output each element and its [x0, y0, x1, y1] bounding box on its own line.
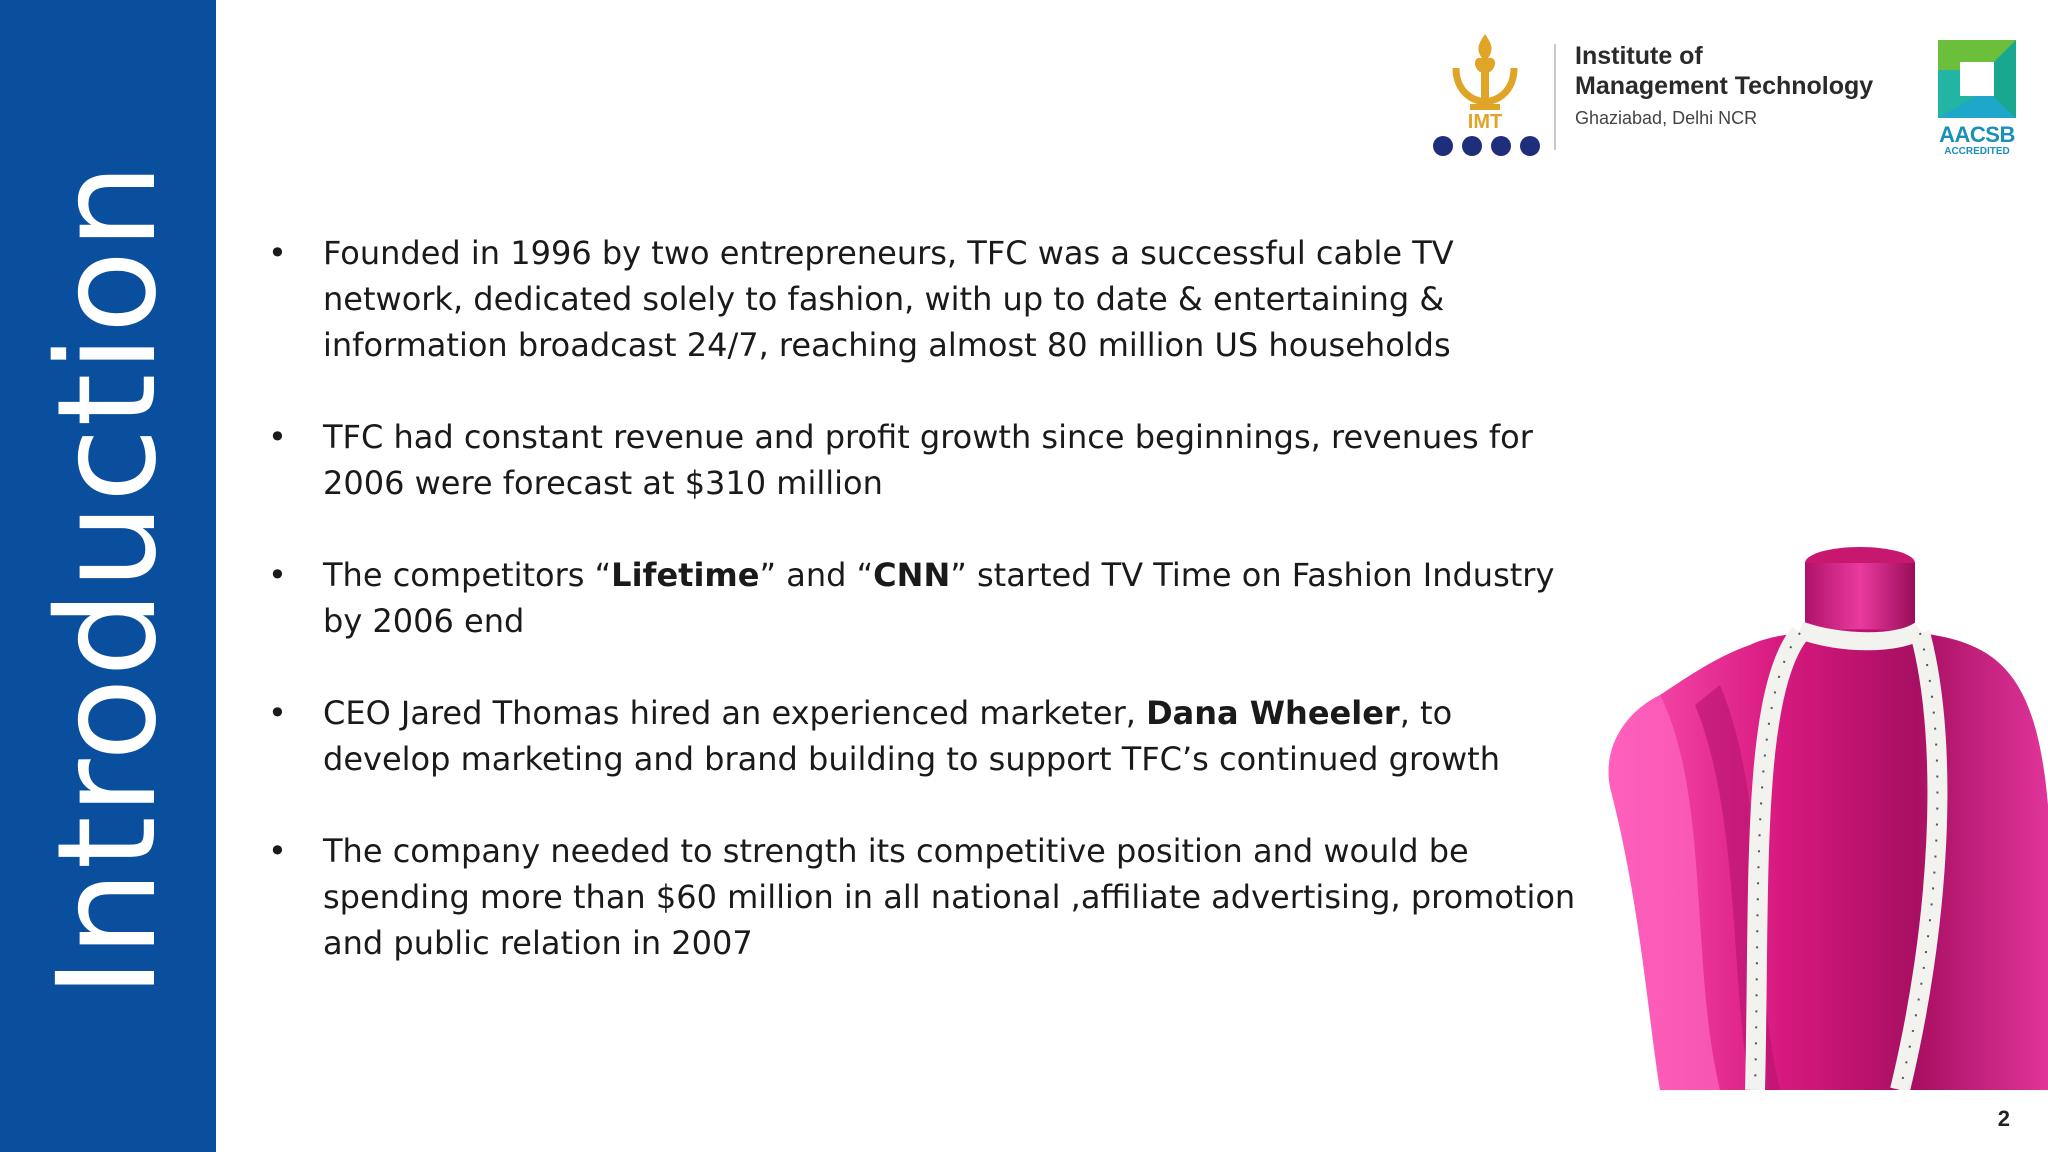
pink-mannequin-illustration — [1600, 545, 2048, 1090]
slide-title: Introduction — [29, 162, 187, 998]
imt-name-line2: Management Technology — [1575, 72, 1874, 100]
bullet-emphasis: Lifetime — [611, 556, 760, 594]
bullet-dot-icon: • — [268, 418, 287, 456]
page-number: 2 — [1997, 1106, 2010, 1131]
bullet-text: CEO Jared Thomas hired an experienced marketer, — [323, 694, 1147, 732]
imt-emblem-text: IMT — [1467, 111, 1503, 133]
bullet-dot-icon: • — [268, 234, 287, 272]
bullet-item — [268, 690, 1588, 782]
bullet-text: TFC had constant revenue and profit growth since beginnings, revenues for 2006 were forecast at $310 million — [323, 418, 1533, 502]
aacsb-subtext: ACCREDITED — [1944, 146, 2010, 157]
bullet-emphasis: Dana Wheeler — [1146, 694, 1400, 732]
bullet-text: Founded in 1996 by two entrepreneurs, TFC was a successful cable TV network, dedicated solely to fashion, with up to date & entertaining & information broadcast 24/7, reaching almost 80 million US households — [323, 234, 1454, 364]
bullet-dot-icon: • — [268, 556, 287, 594]
bullet-item — [268, 414, 1588, 506]
bullet-item — [268, 552, 1588, 644]
aacsb-text: AACSB — [1939, 122, 2015, 147]
bullet-text: The company needed to strength its competitive position and would be spending more than $60 million in all national ,affiliate advertising, promotion and public relation in 2007 — [323, 832, 1576, 962]
bullet-dot-icon: • — [268, 694, 287, 732]
bullet-text: , to develop marketing and brand building to support TFC’s continued growth — [323, 694, 1500, 778]
bullet-item — [268, 828, 1588, 966]
bullet-text: ” and “ — [759, 556, 874, 594]
aacsb-logo — [1932, 40, 2022, 160]
bullet-list — [268, 230, 1588, 1012]
imt-name-line1: Institute of — [1575, 42, 1703, 70]
sidebar-band — [0, 0, 216, 1152]
bullet-emphasis: CNN — [873, 556, 951, 594]
bullet-text: The competitors “ — [323, 556, 612, 594]
bullet-text: ” started TV Time on Fashion Industry by 2006 end — [323, 556, 1555, 640]
bullet-dot-icon: • — [268, 832, 287, 870]
aacsb-emblem-icon — [1938, 40, 2028, 120]
imt-emblem-icon — [1430, 28, 1540, 168]
logo-divider — [1554, 44, 1556, 150]
bullet-item — [268, 230, 1588, 368]
imt-logo — [1430, 28, 1900, 168]
imt-location: Ghaziabad, Delhi NCR — [1575, 108, 1758, 128]
